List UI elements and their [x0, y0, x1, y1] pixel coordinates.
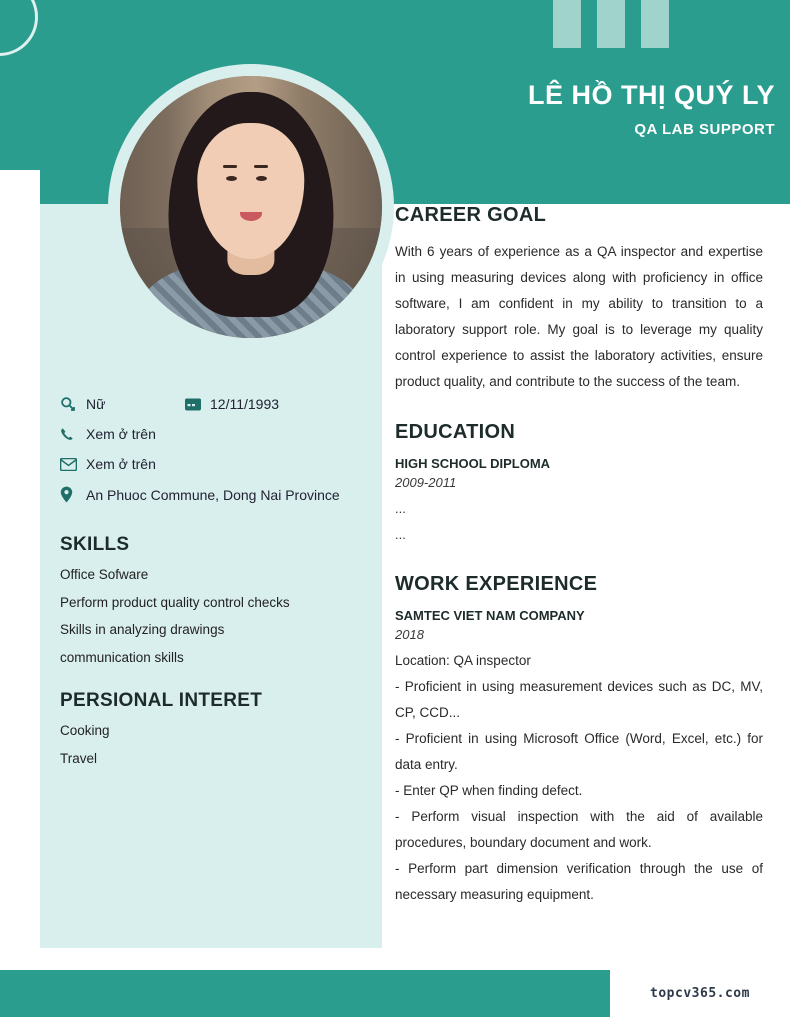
calendar-icon: [184, 396, 210, 412]
work-bullet: - Perform visual inspection with the aid of available procedures, boundary document and work.: [395, 809, 763, 851]
page-title: LÊ HỒ THỊ QUÝ LY: [527, 80, 775, 110]
address-value: An Phuoc Commune, Dong Nai Province: [86, 486, 340, 503]
phone-value: Xem ở trên: [86, 426, 156, 442]
career-goal-title: CAREER GOAL: [395, 204, 547, 226]
list-item: [60, 396, 370, 412]
skills-title: SKILLS: [60, 534, 130, 555]
gender-icon: [60, 396, 86, 412]
avatar: [108, 64, 394, 350]
name-block: [395, 80, 775, 138]
career-goal-section: [395, 204, 763, 395]
work-bullet: - Perform part dimension verification through the use of necessary measuring equipment.: [395, 861, 763, 903]
education-school: HIGH SCHOOL DIPLOMA: [395, 456, 551, 472]
list-item: communication skills: [60, 649, 184, 665]
right-edge-strip: [779, 535, 790, 970]
gender-value: Nữ: [86, 396, 106, 412]
work-bullet: - Proficient in using measurement devices such as DC, MV, CP, CCD...: [395, 679, 763, 721]
list-item: Perform product quality control checks: [60, 594, 290, 610]
left-sidebar: [40, 204, 382, 948]
list-item: Cooking: [60, 723, 110, 738]
list-item: [60, 426, 370, 442]
main-content: [395, 204, 763, 934]
list-item: Travel: [60, 750, 98, 766]
birthdate-value: 12/11/1993: [210, 396, 280, 412]
work-location: Location: QA inspector: [395, 652, 531, 668]
education-years: 2009-2011: [395, 475, 457, 491]
list-item: Office Sofware: [60, 567, 149, 582]
work-experience-section: [395, 573, 763, 908]
watermark-text: topcv365.com: [650, 986, 750, 1001]
bar-decoration-icon: [553, 0, 669, 48]
education-title: EDUCATION: [395, 421, 516, 444]
list-item: Skills in analyzing drawings: [60, 622, 225, 637]
job-title: QA LAB SUPPORT: [634, 121, 775, 139]
education-section: [395, 421, 763, 547]
work-year: 2018: [395, 626, 424, 642]
work-bullet: - Proficient in using Microsoft Office (Word, Excel, etc.) for data entry.: [395, 731, 763, 773]
list-item: [60, 486, 370, 503]
phone-icon: [60, 427, 86, 442]
email-icon: [60, 458, 86, 471]
education-line: ...: [395, 501, 406, 517]
education-line: ...: [395, 526, 406, 542]
circle-decoration-icon: [0, 0, 38, 56]
watermark: [610, 970, 790, 1017]
location-icon: [60, 486, 86, 503]
list-item: [60, 456, 370, 472]
personal-info-list: [60, 396, 370, 517]
email-value: Xem ở trên: [86, 456, 156, 472]
skills-section: [60, 534, 370, 678]
header-band-notch: [0, 170, 40, 204]
career-goal-text: With 6 years of experience as a QA inspector and expertise in using measuring devices along with proficiency in office software, I am confident in my ability to transition to a laboratory support role. My goal is to leverage my quality control experience to assist the laboratory activities, ensure product quality, and contribute to the success of the team.: [395, 244, 763, 390]
work-company: SAMTEC VIET NAM COMPANY: [395, 607, 585, 623]
work-experience-title: WORK EXPERIENCE: [395, 572, 598, 595]
interests-section: [60, 690, 370, 779]
header-banner: [0, 0, 790, 170]
interests-title: PERSIONAL INTERET: [60, 690, 263, 711]
work-bullet: - Enter QP when finding defect.: [395, 783, 583, 799]
avatar-photo: [120, 76, 382, 338]
